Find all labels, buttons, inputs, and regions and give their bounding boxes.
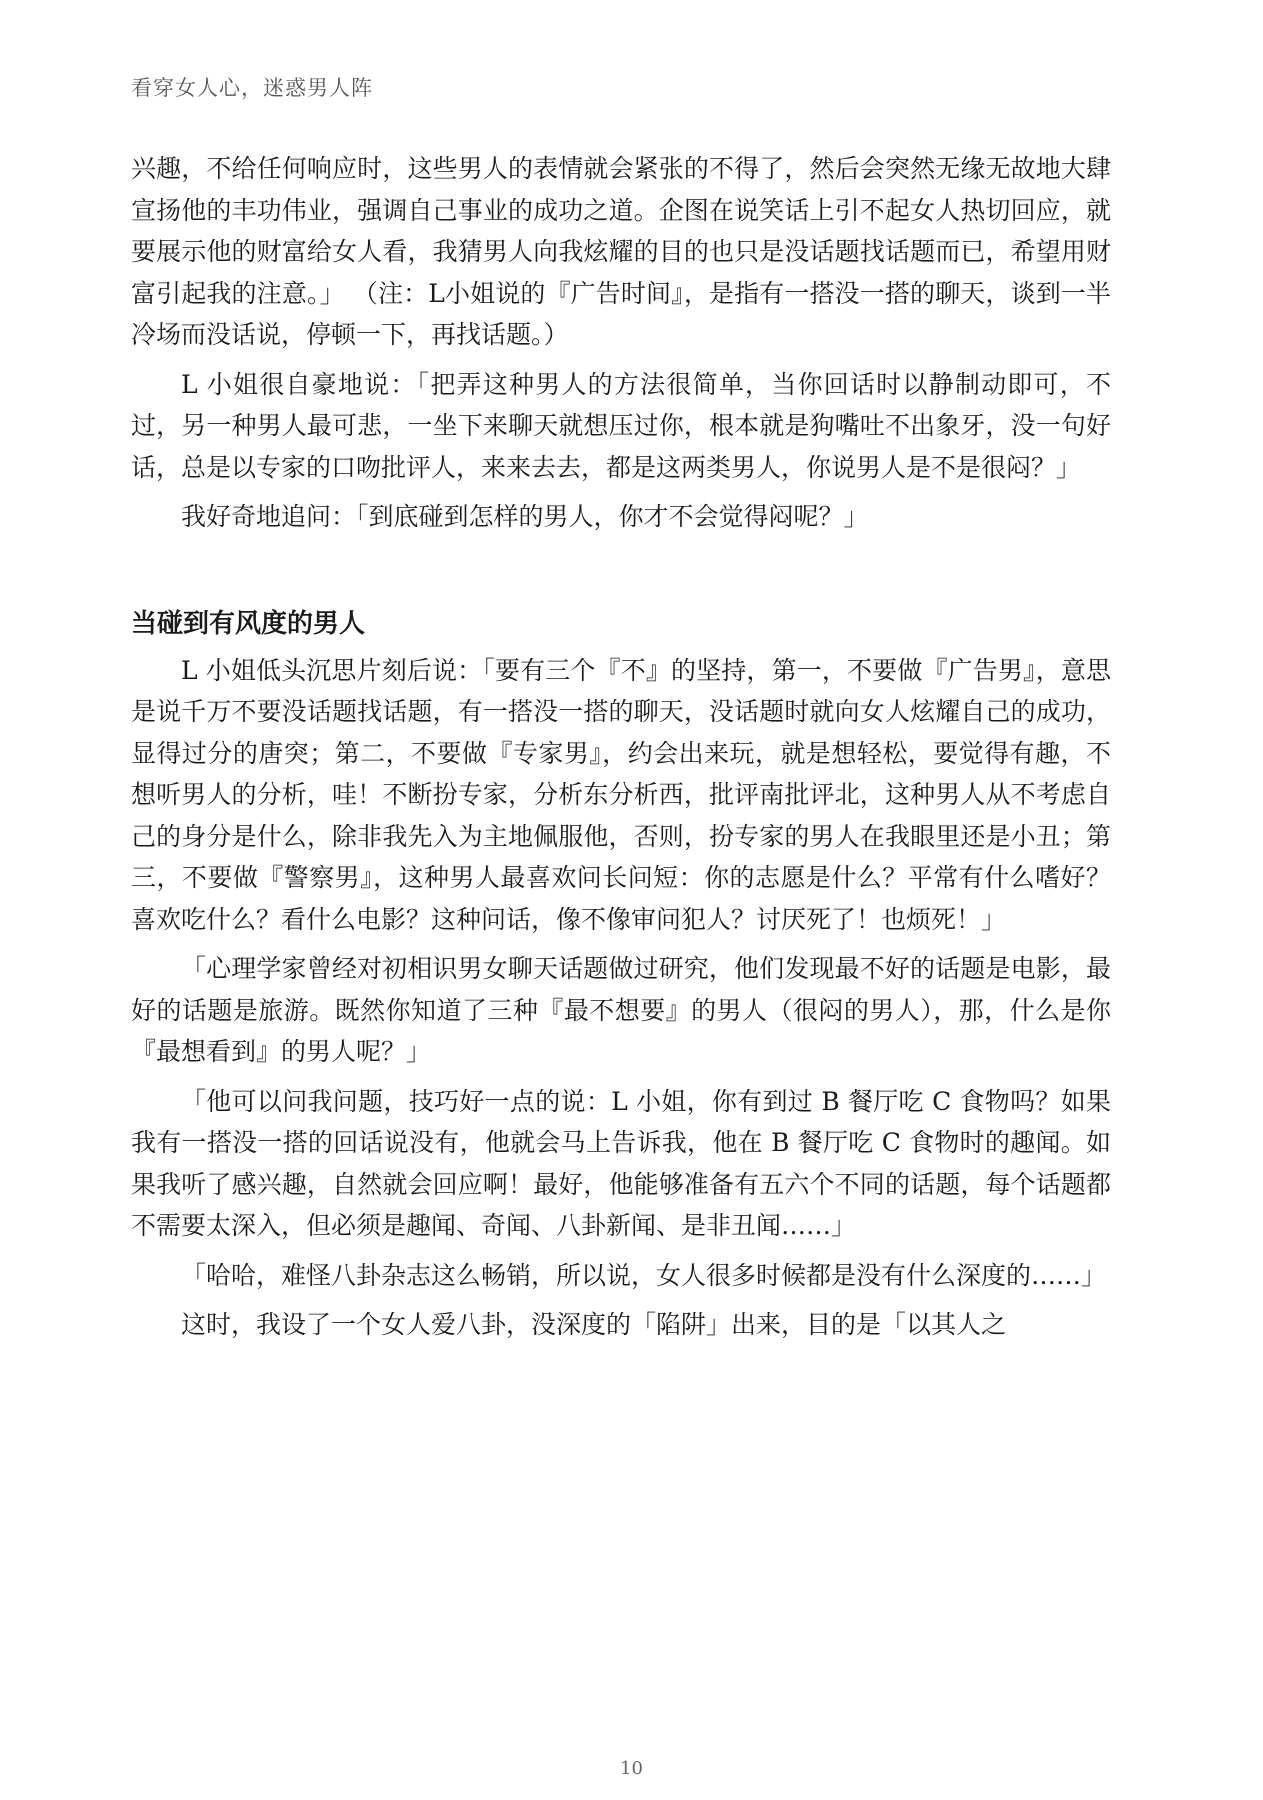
paragraph-l-miss-proud: L 小姐很自豪地说：「把弄这种男人的方法很简单，当你回话时以静制动即可，不过，另一种男人最可悲，一坐下来聊天就想压过你，根本就是狗嘴吐不出象牙，没一句好话，总是以专家的口吻批评人，来来去去，都是这两类男人，你说男人是不是很闷？」 [131, 369, 1111, 482]
paragraph-ask-questions: 「他可以问我问题，技巧好一点的说：L 小姐，你有到过 B 餐厅吃 C 食物吗？如果我有一搭没一搭的回话说没有，他就会马上告诉我，他在 B 餐厅吃 C 食物时的趣闻。如果我听了感兴趣，自然就会回应啊！最好，他能够准备有五六个不同的话题，每个话题都不需要太深入，但必须是趣闻、奇闻、八卦新闻、是非丑闻……」 [131, 1086, 1111, 1240]
paragraph-continuation: 兴趣，不给任何响应时，这些男人的表情就会紧张的不得了，然后会突然无缘无故地大肆宣扬他的丰功伟业，强调自己事业的成功之道。企图在说笑话上引不起女人热切回应，就要展示他的财富给女人看，我猜男人向我炫耀的目的也只是没话题找话题而已，希望用财富引起我的注意。」 （注：L小姐说的『广告时间』，是指有一搭没一搭的聊天，谈到一半冷场而没话说，停顿一下，再找话题。） [131, 154, 1111, 349]
section-heading: 当碰到有风度的男人 [131, 608, 366, 639]
paragraph-psychologist: 「心理学家曾经对初相识男女聊天话题做过研究，他们发现最不好的话题是电影，最好的话题是旅游。既然你知道了三种『最不想要』的男人（很闷的男人），那，什么是你『最想看到』的男人呢？」 [131, 954, 1111, 1066]
page-number: 10 [620, 1758, 643, 1779]
running-header: 看穿女人心，迷惑男人阵 [131, 76, 373, 100]
paragraph-trap: 这时，我设了一个女人爱八卦，没深度的「陷阱」出来，目的是「以其人之 [181, 1310, 1007, 1339]
paragraph-follow-up-question: 我好奇地追问：「到底碰到怎样的男人，你才不会觉得闷呢？」 [181, 502, 869, 531]
paragraph-gossip-magazine: 「哈哈，难怪八卦杂志这么畅销，所以说，女人很多时候都是没有什么深度的……」 [181, 1260, 1107, 1290]
page-body [131, 148, 1111, 1346]
paragraph-three-nos: L 小姐低头沉思片刻后说：「要有三个『不』的坚持，第一，不要做『广告男』，意思是说千万不要没话题找话题，有一搭没一搭的聊天，没话题时就向女人炫耀自己的成功，显得过分的唐突；第二，不要做『专家男』，约会出来玩，就是想轻松，要觉得有趣，不想听男人的分析，哇！不断扮专家，分析东分析西，批评南批评北，这种男人从不考虑自己的身分是什么，除非我先入为主地佩服他，否则，扮专家的男人在我眼里还是小丑；第三，不要做『警察男』，这种男人最喜欢问长问短：你的志愿是什么？平常有什么嗜好？喜欢吃什么？看什么电影？这种问话，像不像审问犯人？讨厌死了！也烦死！」 [131, 655, 1111, 934]
